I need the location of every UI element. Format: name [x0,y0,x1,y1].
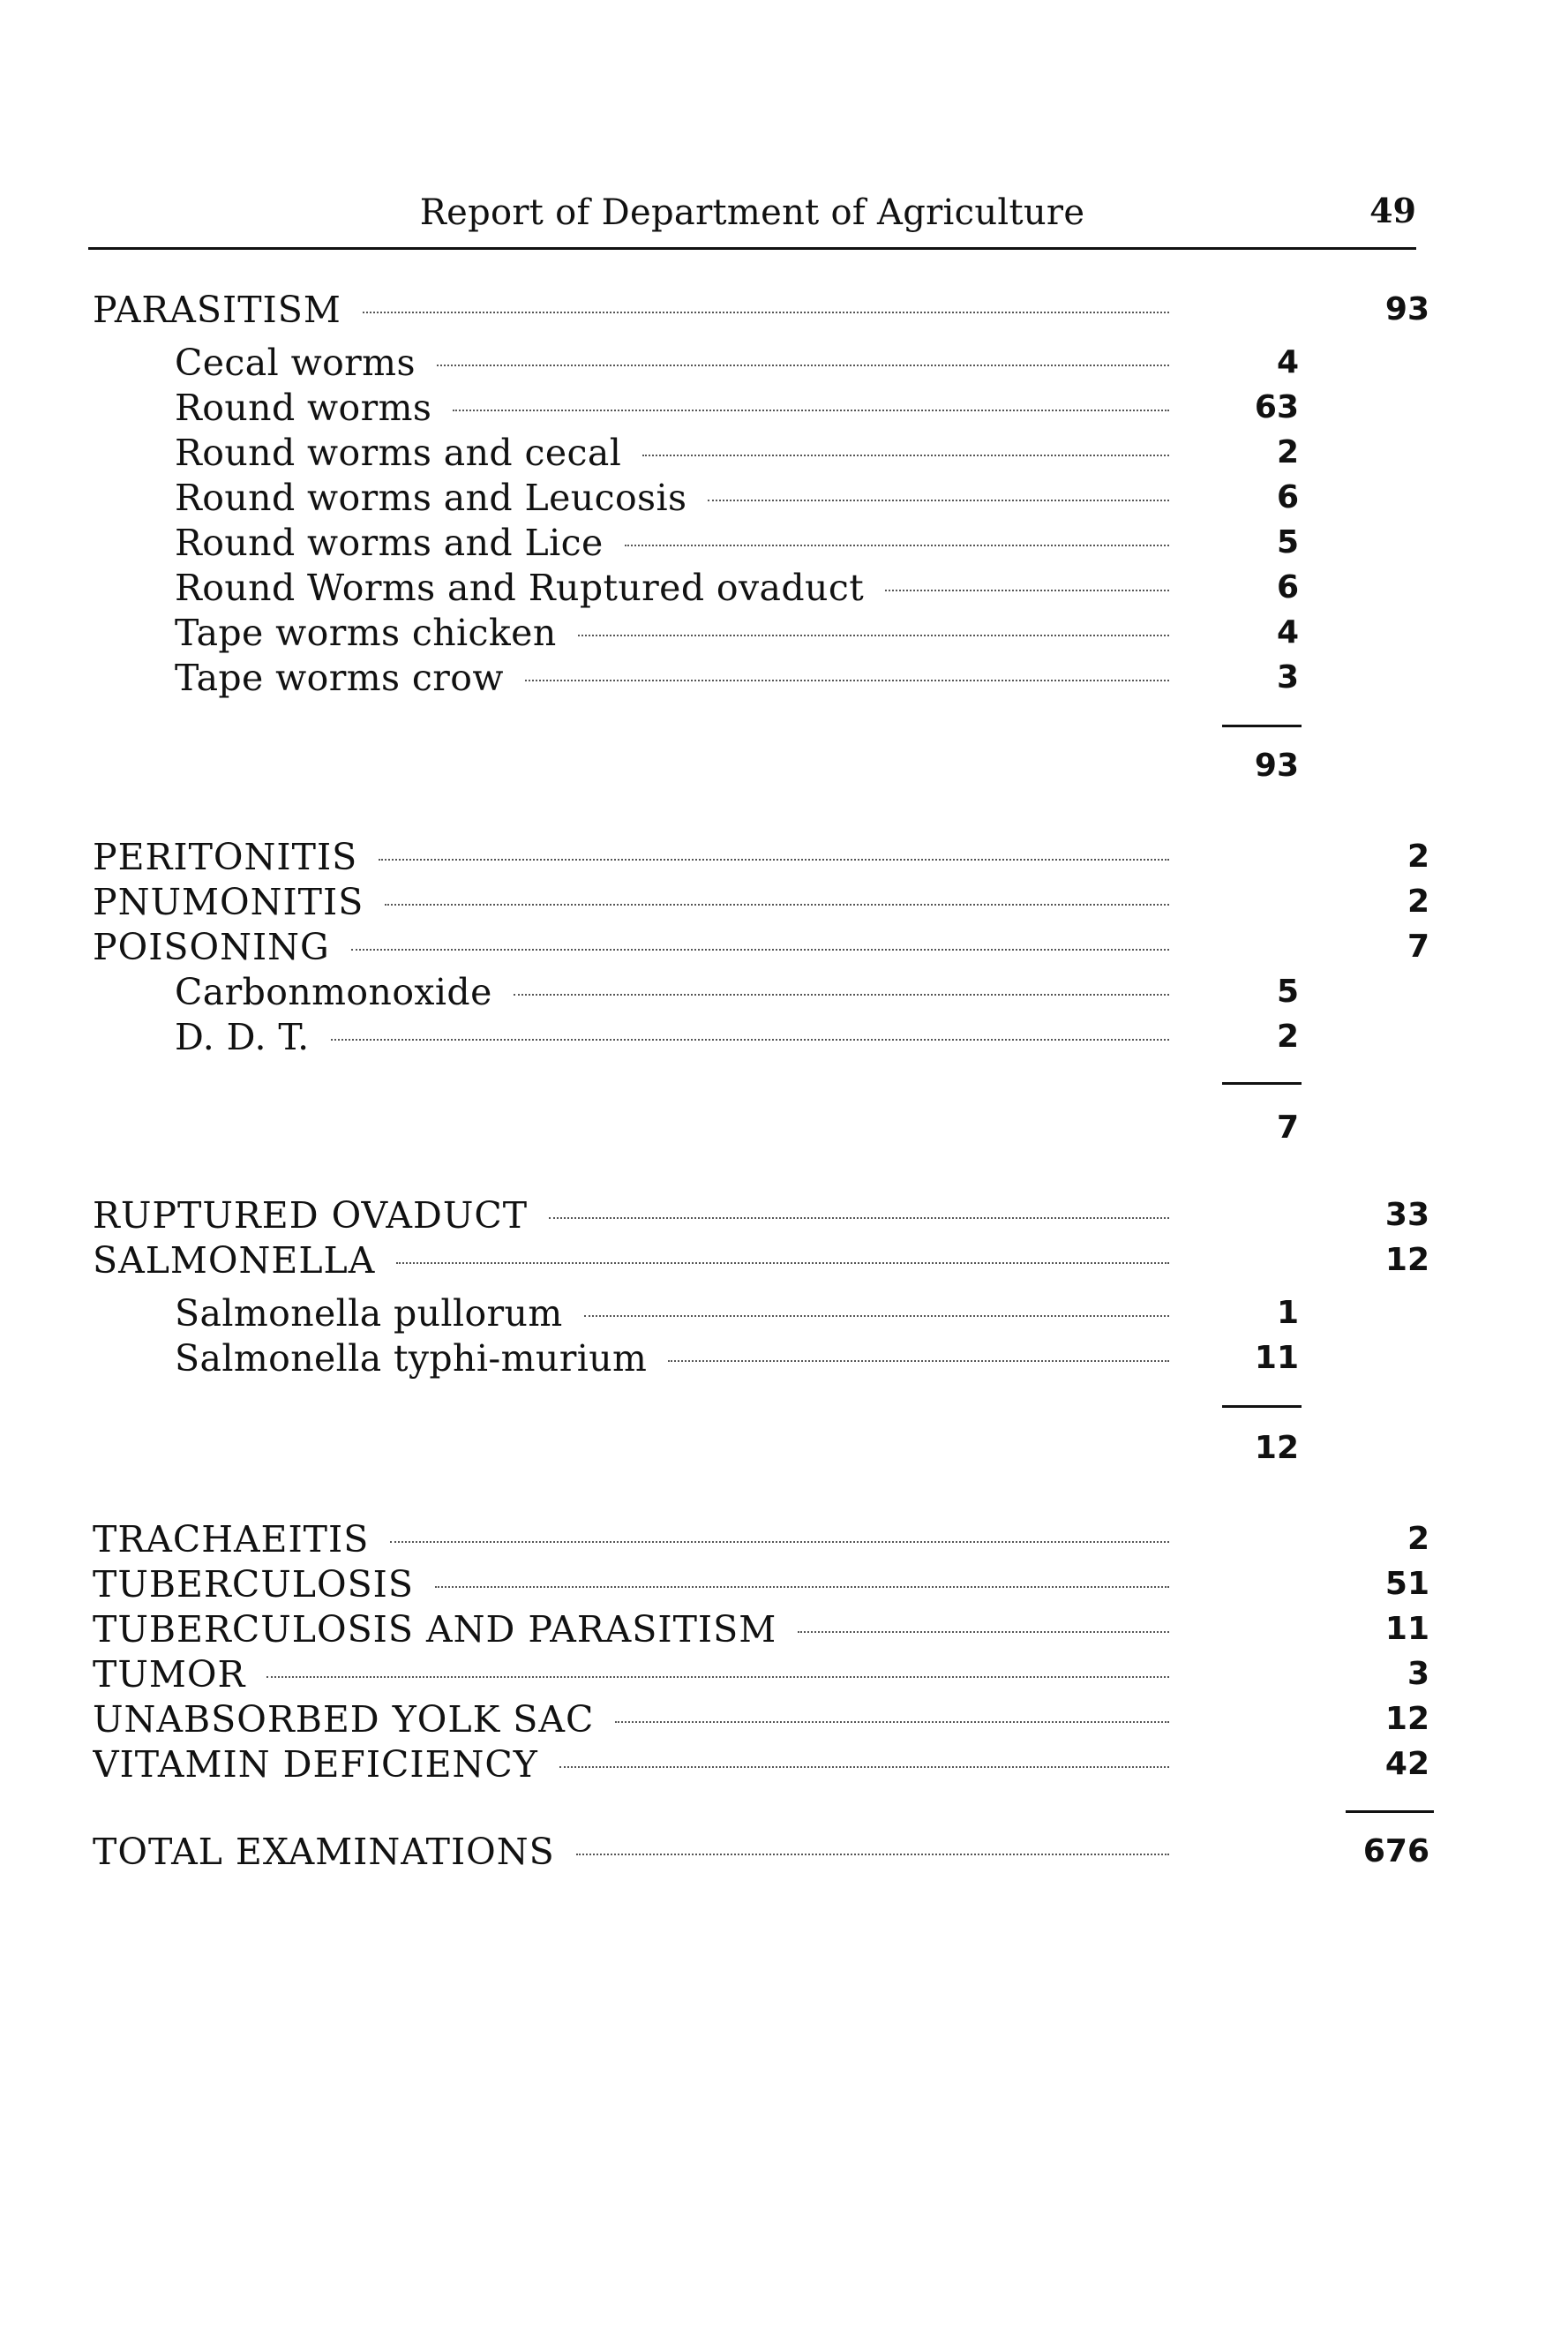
subitem-count: 1 [1276,1295,1299,1331]
subitem-label: Round worms [175,387,432,429]
category-row-ruptured-ovaduct [93,1193,1176,1237]
subitem-label: Cecal worms [175,342,416,384]
category-row-parasitism [93,288,1176,332]
category-row-pnumonitis [93,880,1176,924]
category-row-trachaeitis [93,1517,1176,1561]
running-title: Report of Department of Agriculture [419,192,1085,233]
subitem-label: Carbonmonoxide [175,971,492,1013]
category-row-poisoning [93,925,1176,969]
subitem-count: 6 [1276,569,1299,605]
dot-leader [885,590,1169,591]
dot-leader [584,1315,1169,1317]
dot-leader [625,545,1169,546]
dot-leader [435,1586,1169,1588]
category-label: TUBERCULOSIS AND PARASITISM [93,1608,777,1651]
dot-leader [331,1039,1169,1041]
subitem-row [175,1015,1176,1059]
category-label: UNABSORBED YOLK SAC [93,1698,595,1741]
page-header [88,185,1416,250]
grand-total-value: 676 [1362,1833,1429,1869]
subitem-count: 5 [1276,974,1299,1010]
subitem-row [175,431,1176,475]
subitem-count: 2 [1276,434,1299,470]
subitem-row [175,1291,1176,1335]
dot-leader [514,994,1169,996]
subtotal-rule [1222,1082,1302,1085]
category-label: TRACHAEITIS [93,1518,370,1561]
category-row-unabsorbed-yolk-sac [93,1697,1176,1741]
subitem-row [175,566,1176,610]
subtotal-value: 7 [1276,1109,1299,1146]
subtotal-value: 93 [1254,748,1299,784]
category-total: 3 [1407,1656,1429,1692]
category-row-peritonitis [93,835,1176,879]
dot-leader [396,1262,1169,1264]
category-row-tumor [93,1652,1176,1696]
category-row-salmonella [93,1238,1176,1282]
category-total: 33 [1384,1197,1429,1233]
category-total: 12 [1384,1242,1429,1278]
category-label: TUMOR [93,1653,246,1696]
dot-leader [453,410,1169,411]
dot-leader [525,680,1169,681]
subtotal-value: 12 [1254,1430,1299,1466]
subtotal-rule [1222,725,1302,727]
grand-total-label: TOTAL EXAMINATIONS [93,1831,555,1873]
subitem-count: 5 [1276,524,1299,560]
subitem-label: Salmonella typhi-murium [175,1337,648,1380]
subitem-row [175,476,1176,520]
category-label: PARASITISM [93,289,341,331]
subitem-row [175,656,1176,700]
subitem-count: 3 [1276,659,1299,696]
category-label: TUBERCULOSIS [93,1563,414,1606]
subitem-row [175,1336,1176,1380]
category-total: 12 [1384,1701,1429,1737]
category-label: SALMONELLA [93,1239,376,1282]
subitem-count: 63 [1254,389,1299,425]
subitem-count: 4 [1276,344,1299,380]
category-total: 11 [1384,1611,1429,1647]
dot-leader [385,904,1169,906]
grand-total-rule [1346,1810,1434,1813]
dot-leader [390,1541,1169,1543]
category-total: 2 [1407,839,1429,875]
category-total: 7 [1407,929,1429,965]
grand-total-row [93,1830,1176,1874]
subitem-row [175,521,1176,565]
subitem-row [175,386,1176,430]
category-total: 51 [1384,1566,1429,1602]
category-label: PNUMONITIS [93,881,364,923]
category-label: POISONING [93,926,330,968]
dot-leader [576,1854,1169,1855]
subitem-label: Tape worms crow [175,657,504,699]
dot-leader [668,1360,1169,1362]
subitem-label: Round Worms and Ruptured ovaduct [175,567,865,609]
dot-leader [559,1766,1169,1768]
subitem-label: Round worms and cecal [175,432,622,474]
subtotal-rule [1222,1405,1302,1408]
subitem-row [175,970,1176,1014]
dot-leader [351,949,1169,951]
dot-leader [578,635,1169,636]
subitem-count: 4 [1276,614,1299,651]
dot-leader [266,1676,1169,1678]
dot-leader [549,1217,1169,1219]
subitem-row [175,341,1176,385]
category-label: VITAMIN DEFICIENCY [93,1743,538,1786]
subitem-label: D. D. T. [175,1016,310,1058]
dot-leader [798,1631,1169,1633]
dot-leader [379,859,1169,861]
category-row-vitamin-deficiency [93,1742,1176,1786]
subitem-row [175,611,1176,655]
category-total: 42 [1384,1746,1429,1782]
category-row-tuberculosis-parasitism [93,1607,1176,1651]
dot-leader [708,500,1169,501]
category-label: PERITONITIS [93,836,358,878]
dot-leader [437,365,1169,366]
subitem-label: Round worms and Leucosis [175,477,687,519]
subitem-count: 11 [1254,1340,1299,1376]
category-label: RUPTURED OVADUCT [93,1194,529,1237]
subitem-count: 2 [1276,1019,1299,1055]
dot-leader [642,455,1169,456]
subitem-label: Tape worms chicken [175,612,557,654]
category-total: 93 [1384,291,1429,327]
dot-leader [363,312,1169,313]
subitem-label: Round worms and Lice [175,522,604,564]
page-number: 49 [1369,191,1416,230]
subitem-count: 6 [1276,479,1299,515]
category-row-tuberculosis [93,1562,1176,1606]
category-total: 2 [1407,1521,1429,1557]
dot-leader [615,1721,1169,1723]
category-total: 2 [1407,884,1429,920]
subitem-label: Salmonella pullorum [175,1292,563,1335]
